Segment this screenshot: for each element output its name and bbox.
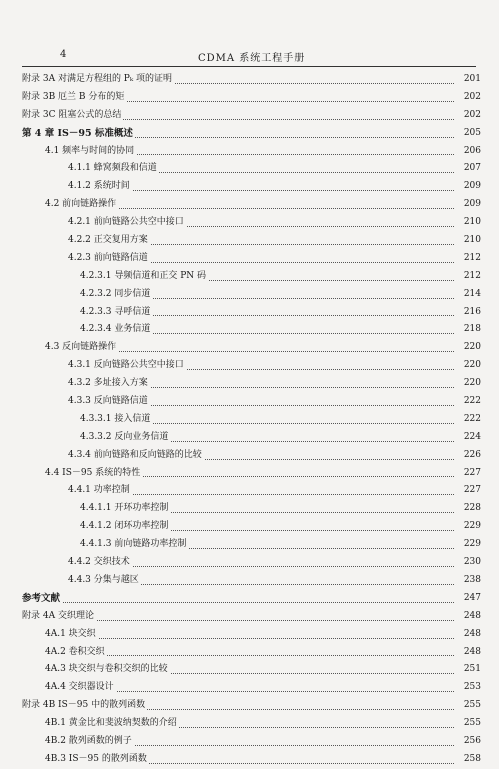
toc-entry-page: 230 bbox=[463, 557, 481, 568]
toc-entry-title: 4.4.1.2 闭环功率控制 bbox=[80, 518, 170, 536]
toc-entry-title: 4A.2 卷积交织 bbox=[45, 644, 107, 662]
toc-entry-page: 212 bbox=[463, 252, 481, 263]
toc-entry-page: 226 bbox=[463, 449, 481, 460]
toc-entry-page: 256 bbox=[463, 735, 481, 746]
toc-entry-title: 4.3.3 反向链路信道 bbox=[68, 393, 150, 411]
toc-entry-title: 4.4 IS－95 系统的特性 bbox=[45, 465, 142, 483]
toc-entry-page: 205 bbox=[463, 127, 481, 138]
toc-entry-page: 255 bbox=[463, 700, 481, 711]
toc-entry-title: 4.4.1.1 开环功率控制 bbox=[80, 500, 170, 518]
toc-entry-title: 4.2 前向链路操作 bbox=[45, 196, 118, 214]
toc-entry-title: 4.3.4 前向链路和反向链路的比较 bbox=[68, 447, 204, 465]
toc-entry-title: 4.2.3.1 导频信道和正交 PN 码 bbox=[80, 268, 208, 286]
toc-entry-title: 4.3.3.1 接入信道 bbox=[80, 411, 152, 429]
toc-entry-title: 4.2.3.2 同步信道 bbox=[80, 286, 152, 304]
toc-entry-title: 4.4.2 交织技术 bbox=[68, 554, 132, 572]
toc-entry-page: 255 bbox=[463, 718, 481, 729]
toc-entry-page: 201 bbox=[463, 74, 481, 84]
toc-entry-page: 247 bbox=[463, 592, 481, 603]
toc-entry-title: 4.2.3 前向链路信道 bbox=[68, 250, 150, 268]
toc-entry-page: 248 bbox=[463, 610, 481, 621]
book-title: CDMA 系统工程手册 bbox=[198, 53, 306, 64]
toc-entry-page: 210 bbox=[463, 235, 481, 246]
toc-entry-title: 4.1 频率与时间的协同 bbox=[45, 143, 136, 161]
toc-entry-title: 4.3.3.2 反向业务信道 bbox=[80, 429, 170, 447]
toc-entry-title: 4.4.1 功率控制 bbox=[68, 482, 132, 500]
toc-entry-page: 220 bbox=[463, 378, 481, 389]
toc-entry-title: 第 4 章 IS－95 标准概述 bbox=[22, 125, 135, 143]
toc-entry-page: 212 bbox=[463, 270, 481, 281]
toc-entry-title: 4.2.3.3 寻呼信道 bbox=[80, 304, 152, 322]
toc-leader-dots bbox=[22, 584, 454, 603]
toc-entry-title: 4.2.2 正交复用方案 bbox=[68, 232, 150, 250]
toc-entry-title: 4.2.3.4 业务信道 bbox=[80, 321, 152, 339]
toc-entry-title: 附录 3A 对满足方程组的 Pₖ 项的证明 bbox=[22, 71, 174, 89]
toc-entry-page: 228 bbox=[463, 503, 481, 514]
toc-entry-page: 214 bbox=[463, 288, 481, 299]
toc-entry-title: 附录 4B IS－95 中的散列函数 bbox=[22, 697, 147, 715]
toc-entry-page: 220 bbox=[463, 342, 481, 353]
toc-entry-title: 4A.1 块交织 bbox=[45, 626, 98, 644]
toc-entry-page: 207 bbox=[463, 163, 481, 174]
toc-entry-title: 4.2.1 前向链路公共空中接口 bbox=[68, 214, 186, 232]
toc-entry-page: 222 bbox=[463, 413, 481, 424]
toc-entry-page: 218 bbox=[463, 324, 481, 335]
toc-entry-page: 227 bbox=[463, 467, 481, 478]
toc-entry-title: 4A.3 块交织与卷积交织的比较 bbox=[45, 661, 170, 679]
toc-entry-title: 4.3.1 反向链路公共空中接口 bbox=[68, 357, 186, 375]
toc-entry-page: 227 bbox=[463, 485, 481, 496]
toc-entry-title: 4.1.1 蜂窝频段和信道 bbox=[68, 160, 159, 178]
toc-entry-title: 4.1.2 系统时间 bbox=[68, 178, 132, 196]
toc-entry-title: 4.3.2 多址接入方案 bbox=[68, 375, 150, 393]
toc-entry-title: 附录 4A 交织理论 bbox=[22, 608, 96, 626]
toc-leader-dots bbox=[45, 620, 454, 639]
page-header bbox=[0, 49, 499, 63]
toc-entry-title: 4B.3 IS－95 的散列函数 bbox=[45, 751, 149, 769]
toc-entry-page: 253 bbox=[463, 682, 481, 693]
toc-entry-page: 258 bbox=[463, 753, 481, 764]
toc-entry-page: 220 bbox=[463, 360, 481, 371]
toc-entry-title: 4.3 反向链路操作 bbox=[45, 339, 118, 357]
toc-entry-title: 附录 3C 阻塞公式的总结 bbox=[22, 107, 123, 125]
page-number: 4 bbox=[60, 49, 67, 60]
toc-entry-page: 202 bbox=[463, 109, 481, 120]
toc-entry-title: 4A.4 交织器设计 bbox=[45, 679, 116, 697]
toc-entry-page: 209 bbox=[463, 181, 481, 192]
toc-entry-title: 4B.1 黄金比和斐波纳契数的介绍 bbox=[45, 715, 179, 733]
toc-entry-page: 210 bbox=[463, 217, 481, 228]
toc-entry-page: 251 bbox=[463, 664, 481, 675]
toc-entry-title: 参考文献 bbox=[22, 590, 62, 608]
toc-entry bbox=[0, 751, 499, 769]
table-of-contents bbox=[0, 71, 499, 769]
toc-entry-page: 209 bbox=[463, 199, 481, 210]
toc-entry-page: 229 bbox=[463, 521, 481, 532]
toc-entry-title: 4.4.1.3 前向链路功率控制 bbox=[80, 536, 188, 554]
toc-entry-page: 216 bbox=[463, 306, 481, 317]
toc-entry-title: 附录 3B 厄兰 B 分布的矩 bbox=[22, 89, 126, 107]
toc-entry-page: 248 bbox=[463, 646, 481, 657]
toc-entry-page: 238 bbox=[463, 574, 481, 585]
toc-entry-page: 202 bbox=[463, 91, 481, 102]
toc-entry-page: 224 bbox=[463, 431, 481, 442]
toc-entry-page: 222 bbox=[463, 396, 481, 407]
toc-entry-title: 4B.2 散列函数的例子 bbox=[45, 733, 134, 751]
toc-entry-page: 248 bbox=[463, 628, 481, 639]
toc-entry-page: 206 bbox=[463, 145, 481, 156]
toc-entry-page: 229 bbox=[463, 539, 481, 550]
toc-entry-title: 4.4.3 分集与越区 bbox=[68, 572, 141, 590]
